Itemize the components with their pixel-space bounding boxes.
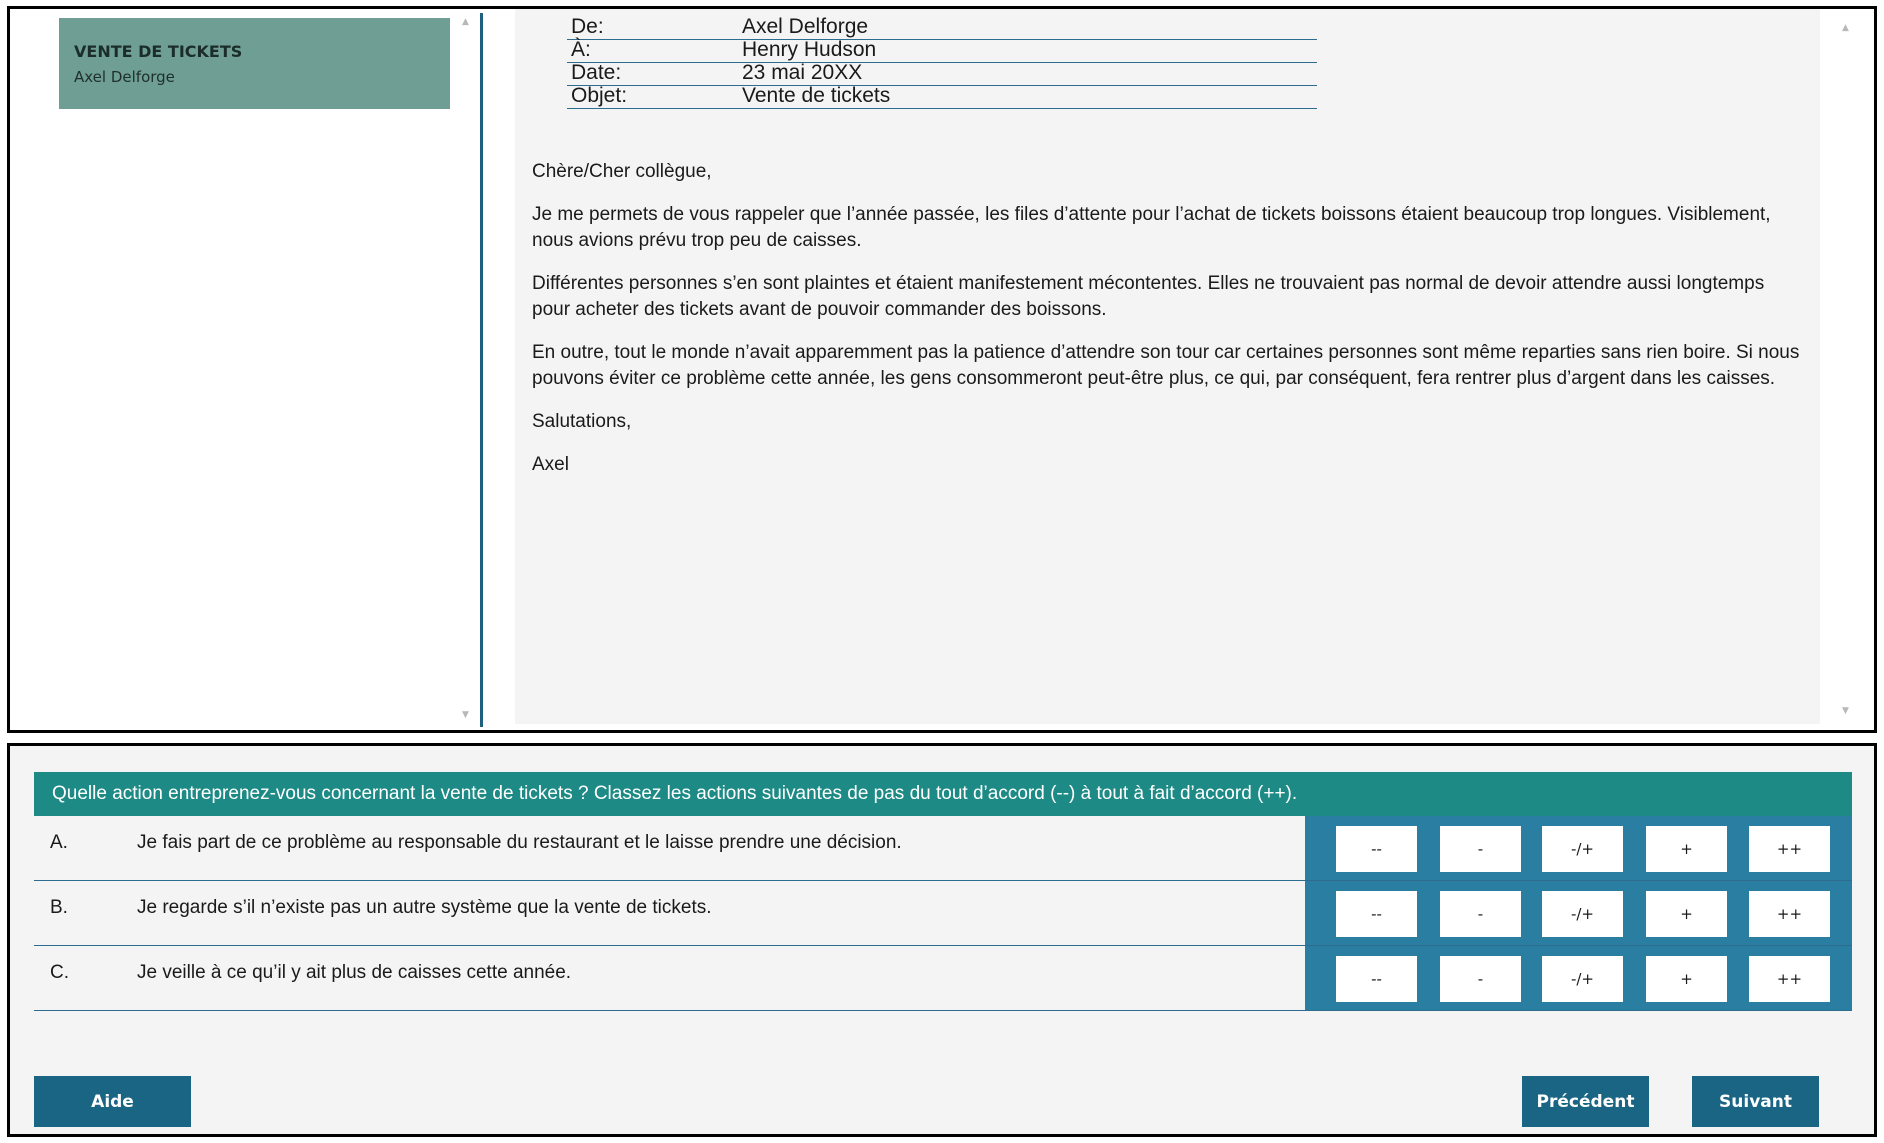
rating-neutral-button[interactable]: -/+ [1542,956,1623,1002]
action-letter: C. [50,962,69,983]
email-header-from [567,17,1317,40]
rating-strongly-agree-button[interactable]: ++ [1749,956,1830,1002]
rating-disagree-button[interactable]: - [1440,891,1521,937]
email-header [567,17,1317,109]
question-prompt: Quelle action entreprenez-vous concernant la vente de tickets ? Classez les actions suivantes de pas du tout d’accord (--) à tout à fait d’accord (++). [34,772,1852,816]
rating-agree-button[interactable]: + [1646,891,1727,937]
from-value: Axel Delforge [742,15,869,38]
action-letter: B. [50,897,68,918]
inbox-pane [10,9,480,730]
rating-options [1305,881,1852,945]
email-paragraph: Je me permets de vous rappeler que l’année passée, les files d’attente pour l’achat de tickets boissons étaient beaucoup trop longues. Visiblement, nous avions prévu trop peu de caisses. [532,204,1771,251]
pane-divider [480,13,483,727]
inbox-item-subject: VENTE DE TICKETS [74,42,243,61]
action-row-b [34,881,1852,946]
scroll-up-icon[interactable]: ▲ [1842,23,1849,33]
action-row-c [34,946,1852,1011]
rating-agree-button[interactable]: + [1646,956,1727,1002]
email-signature: Axel [532,454,569,475]
rating-strongly-agree-button[interactable]: ++ [1749,826,1830,872]
email-paragraph: Différentes personnes s’en sont plaintes et étaient manifestement mécontentes. Elles ne trouvaient pas normal de devoir attendre aussi longtemps pour acheter des tickets avant de pouvoir commander des boissons. [532,273,1765,320]
rating-strongly-agree-button[interactable]: ++ [1749,891,1830,937]
action-text: Je fais part de ce problème au responsable du restaurant et le laisse prendre une décision. [137,832,902,853]
inbox-item-sender: Axel Delforge [74,68,175,86]
inbox-scrollbar[interactable] [460,13,476,723]
mail-window [7,6,1877,733]
scroll-down-icon[interactable]: ▼ [462,710,469,720]
inbox-item-vente-de-tickets[interactable] [59,18,450,109]
help-button[interactable]: Aide [34,1076,191,1127]
action-text: Je veille à ce qu’il y ait plus de caisses cette année. [137,962,572,983]
action-row-a [34,816,1852,881]
subject-value: Vente de tickets [742,84,891,107]
rating-neutral-button[interactable]: -/+ [1542,826,1623,872]
email-header-to [567,40,1317,63]
rating-options [1305,946,1852,1010]
scroll-up-icon[interactable]: ▲ [462,17,469,27]
to-value: Henry Hudson [742,38,877,61]
rating-agree-button[interactable]: + [1646,826,1727,872]
email-reading-pane [515,9,1820,724]
rating-disagree-button[interactable]: - [1440,956,1521,1002]
email-closing: Salutations, [532,411,632,432]
rating-strongly-disagree-button[interactable]: -- [1336,826,1417,872]
date-value: 23 mai 20XX [742,61,863,84]
next-button[interactable]: Suivant [1692,1076,1819,1127]
previous-button[interactable]: Précédent [1522,1076,1649,1127]
question-panel [7,743,1877,1137]
rating-neutral-button[interactable]: -/+ [1542,891,1623,937]
action-text: Je regarde s’il n’existe pas un autre système que la vente de tickets. [137,897,712,918]
subject-label: Objet: [571,84,628,107]
email-body [532,159,1802,495]
rating-disagree-button[interactable]: - [1440,826,1521,872]
date-label: Date: [571,61,622,84]
email-scrollbar[interactable] [1820,9,1874,730]
rating-strongly-disagree-button[interactable]: -- [1336,956,1417,1002]
email-header-subject [567,86,1317,109]
rating-options [1305,816,1852,880]
action-letter: A. [50,832,68,853]
scroll-down-icon[interactable]: ▼ [1842,706,1849,716]
rating-strongly-disagree-button[interactable]: -- [1336,891,1417,937]
from-label: De: [571,15,604,38]
email-paragraph: En outre, tout le monde n’avait apparemment pas la patience d’attendre son tour car certaines personnes sont même reparties sans rien boire. Si nous pouvons éviter ce problème cette année, les gens consommeront peut-être plus, ce qui, par conséquent, fera rentrer plus d’argent dans les caisses. [532,342,1800,389]
email-header-date [567,63,1317,86]
email-greeting: Chère/Cher collègue, [532,161,712,182]
to-label: À: [571,38,591,61]
